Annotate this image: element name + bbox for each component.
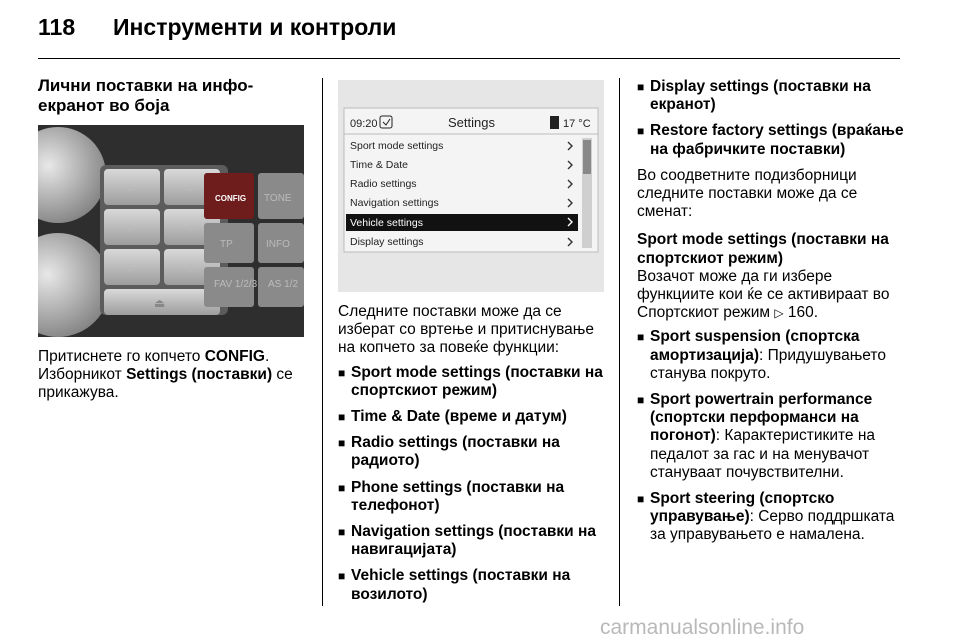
config-text-1: Притиснете го копчето — [38, 348, 205, 365]
config-bold: CONFIG — [204, 348, 265, 365]
watermark: carmanualsonline.info — [600, 616, 805, 639]
sport-mode-text: Возачот може да ги избере функциите кои ќе се активираат во Спортскиот режим — [637, 267, 890, 322]
menu-item-time-date[interactable]: Time & Date — [350, 159, 408, 171]
preset-6-label: 6 — [188, 263, 194, 274]
settings-screen — [338, 80, 604, 292]
menu-item-display[interactable]: Display settings — [350, 236, 424, 248]
control-panel-illustration — [38, 125, 304, 337]
as-label: AS 1/2 — [268, 279, 299, 290]
thermometer-icon — [550, 116, 559, 129]
config-text-2: . Изборникот — [38, 348, 270, 384]
option-title: Sport powertrain performance (спортски перформанси на погонот) — [650, 391, 873, 445]
list-item — [637, 391, 905, 482]
sport-options-list — [637, 328, 905, 544]
control-panel-photo — [38, 125, 304, 337]
page-ref-icon: ▷ — [774, 306, 784, 321]
page-reference: 160. — [787, 304, 819, 322]
screen-title: Settings — [448, 115, 495, 130]
option-desc: : Серво поддршката за управувањето е намалена. — [650, 508, 895, 544]
page-header — [38, 14, 898, 46]
column-2-text — [338, 303, 612, 612]
list-item — [637, 490, 905, 545]
settings-bold: Settings (поставки) — [126, 366, 273, 384]
tp-label: TP — [220, 239, 233, 250]
settings-bullet-list — [338, 364, 612, 604]
column-divider-2 — [619, 78, 620, 606]
screen-temperature: 17 °C — [563, 118, 591, 130]
menu-item-sport[interactable]: Sport mode settings — [350, 140, 444, 152]
settings-screen-image — [338, 80, 604, 292]
preset-4-label: 4 — [188, 223, 194, 234]
preset-5-label: 5 — [128, 263, 134, 274]
option-desc: : Карактеристиките на педалот за гас и на менувачот стануваат почувствителни. — [650, 427, 876, 481]
config-text-3: се прикажува. — [38, 366, 293, 402]
eject-icon: ⏏ — [154, 296, 166, 310]
section-heading: Лични поставки на инфо-екранот во боја — [38, 76, 254, 115]
intro-paragraph: Следните поставки може да се изберат со вртење и притиснување на копчето за повеќе функции: — [338, 303, 594, 357]
column-divider-1 — [322, 78, 323, 606]
list-item: ■ Sport mode settings (поставки на спортскиот режим) — [338, 364, 612, 400]
fav-label: FAV 1/2/3 — [214, 279, 258, 290]
list-item — [637, 328, 905, 383]
list-item: ■ Display settings (поставки на екранот) — [637, 78, 905, 114]
column-3-text — [637, 78, 905, 553]
option-desc: : Придушувањето станува покруто. — [650, 346, 886, 382]
preset-2-label: 2 — [188, 183, 194, 194]
preset-3-label: 3 — [128, 223, 134, 234]
option-title: Sport suspension (спортска амортизација) — [650, 328, 860, 364]
menu-item-navigation[interactable]: Navigation settings — [350, 197, 439, 209]
list-item: ■ Restore factory settings (враќање на фабричките поставки) — [637, 122, 905, 158]
config-label: CONFIG — [215, 194, 247, 203]
list-item: ■ Navigation settings (поставки на навигацијата) — [338, 523, 612, 559]
column-1 — [38, 76, 304, 116]
tone-label: TONE — [264, 193, 292, 204]
menu-item-radio[interactable]: Radio settings — [350, 178, 417, 190]
list-item: ■ Radio settings (поставки на радиото) — [338, 434, 612, 470]
config-paragraph — [38, 348, 304, 403]
menu-item-vehicle[interactable]: Vehicle settings — [350, 217, 423, 229]
header-rule — [38, 58, 900, 59]
sport-mode-heading: Sport mode settings (поставки на спортскиот режим) — [637, 231, 889, 267]
settings-bullet-list-cont — [637, 78, 905, 159]
option-title: Sport steering (спортско управување) — [650, 490, 835, 526]
list-item: ■ Vehicle settings (поставки на возилото) — [338, 567, 612, 603]
list-item: ■ Phone settings (поставки на телефонот) — [338, 479, 612, 515]
screen-time: 09:20 — [350, 118, 378, 130]
scrollbar-thumb[interactable] — [583, 140, 591, 174]
column-1-text — [38, 348, 304, 403]
sport-mode-paragraph — [637, 268, 905, 323]
list-item: ■ Time & Date (време и датум) — [338, 408, 612, 426]
submenu-paragraph: Во соодветните подизборници следните поставки може да се сменат: — [637, 166, 858, 221]
page-number: 118 — [38, 14, 76, 40]
chapter-title: Инструменти и контроли — [113, 14, 397, 40]
info-label: INFO — [266, 239, 290, 250]
preset-1-label: 1 — [128, 183, 134, 194]
